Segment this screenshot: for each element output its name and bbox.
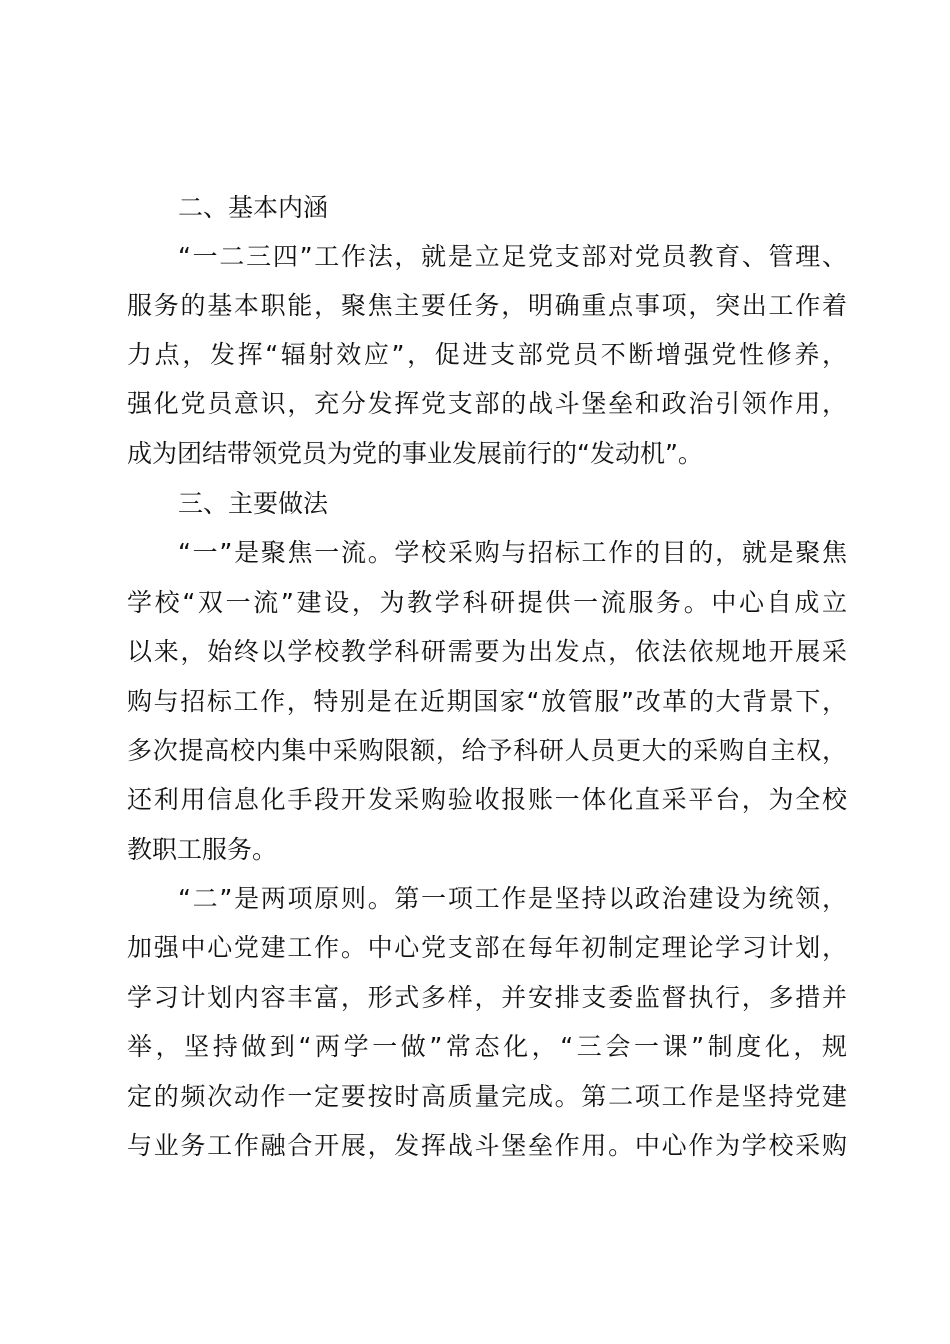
paragraph-line: 学校“双一流”建设，为教学科研提供一流服务。中心自成立 <box>127 588 847 617</box>
section-heading-basic-connotation: 二、基本内涵 <box>178 193 329 222</box>
paragraph-line: 举，坚持做到“两学一做”常态化，“三会一课”制度化，规 <box>127 1032 847 1061</box>
paragraph-line: “二”是两项原则。第一项工作是坚持以政治建设为统领， <box>178 884 847 913</box>
paragraph-line: 多次提高校内集中采购限额，给予科研人员更大的采购自主权， <box>127 736 847 765</box>
paragraph-line: 学习计划内容丰富，形式多样，并安排支委监督执行，多措并 <box>127 983 847 1012</box>
paragraph-line: 成为团结带领党员为党的事业发展前行的“发动机”。 <box>127 439 703 468</box>
paragraph-line: 服务的基本职能，聚焦主要任务，明确重点事项，突出工作着 <box>127 291 847 320</box>
paragraph-line: 还利用信息化手段开发采购验收报账一体化直采平台，为全校 <box>127 785 847 814</box>
paragraph-line: 力点，发挥“辐射效应”，促进支部党员不断增强党性修养， <box>127 340 847 369</box>
paragraph-line: “一”是聚焦一流。学校采购与招标工作的目的，就是聚焦 <box>178 538 847 567</box>
paragraph-line: “一二三四”工作法，就是立足党支部对党员教育、管理、 <box>178 242 847 271</box>
paragraph-line: 强化党员意识，充分发挥党支部的战斗堡垒和政治引领作用， <box>127 389 847 418</box>
paragraph-line: 购与招标工作，特别是在近期国家“放管服”改革的大背景下， <box>127 687 847 716</box>
paragraph-line: 加强中心党建工作。中心党支部在每年初制定理论学习计划， <box>127 933 847 962</box>
paragraph-line: 以来，始终以学校教学科研需要为出发点，依法依规地开展采 <box>127 637 847 666</box>
paragraph-line: 教职工服务。 <box>127 835 278 864</box>
section-heading-main-practices: 三、主要做法 <box>178 489 329 518</box>
paragraph-line: 定的频次动作一定要按时高质量完成。第二项工作是坚持党建 <box>127 1082 847 1111</box>
paragraph-line: 与业务工作融合开展，发挥战斗堡垒作用。中心作为学校采购 <box>127 1131 847 1160</box>
